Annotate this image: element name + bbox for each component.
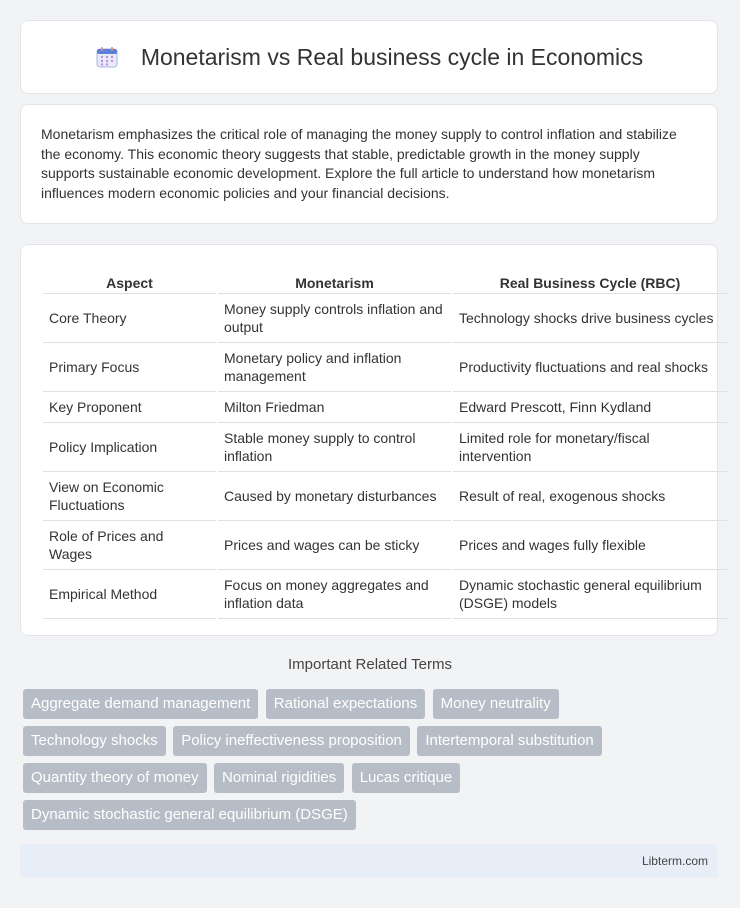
header-monetarism: Monetarism [218, 265, 451, 294]
related-terms-heading: Important Related Terms [288, 656, 452, 673]
table-cell-monetarism: Caused by monetary disturbances [218, 472, 451, 521]
comparison-table-card [20, 244, 718, 636]
related-term-tag[interactable]: Policy ineffectiveness proposition [173, 726, 410, 756]
table-row [43, 570, 727, 619]
comparison-table [41, 265, 729, 619]
table-row [43, 472, 727, 521]
table-row [43, 343, 727, 392]
table-row [43, 392, 727, 423]
related-term-tag[interactable]: Intertemporal substitution [417, 726, 601, 756]
table-cell-rbc: Prices and wages fully flexible [453, 521, 727, 570]
footer-site-link[interactable]: Libterm.com [641, 854, 708, 868]
table-cell-aspect: Empirical Method [43, 570, 216, 619]
table-cell-rbc: Productivity fluctuations and real shocks [453, 343, 727, 392]
calendar-icon [95, 45, 119, 69]
header-card [20, 20, 718, 94]
table-cell-monetarism: Monetary policy and inflation management [218, 343, 451, 392]
related-term-tag[interactable]: Rational expectations [266, 689, 425, 719]
header-rbc: Real Business Cycle (RBC) [453, 265, 727, 294]
table-cell-monetarism: Focus on money aggregates and inflation data [218, 570, 451, 619]
table-row [43, 294, 727, 343]
related-term-tag[interactable]: Lucas critique [352, 763, 461, 793]
related-term-tag[interactable]: Technology shocks [23, 726, 166, 756]
table-cell-rbc: Dynamic stochastic general equilibrium (DSGE) models [453, 570, 727, 619]
related-terms-list [23, 689, 703, 837]
related-term-tag[interactable]: Quantity theory of money [23, 763, 207, 793]
intro-card [20, 104, 718, 224]
table-cell-rbc: Result of real, exogenous shocks [453, 472, 727, 521]
related-term-tag[interactable]: Nominal rigidities [214, 763, 344, 793]
table-cell-rbc: Limited role for monetary/fiscal intervention [453, 423, 727, 472]
table-header-row [43, 265, 727, 294]
intro-paragraph: Monetarism emphasizes the critical role of managing the money supply to control inflation and stabilize the economy. This economic theory suggests that stable, predictable growth in the money supply supports sustainable economic development. Explore the full article to understand how monetarism influences modern economic policies and your financial decisions. [41, 126, 677, 201]
table-cell-rbc: Edward Prescott, Finn Kydland [453, 392, 727, 423]
table-cell-monetarism: Money supply controls inflation and output [218, 294, 451, 343]
table-cell-aspect: Core Theory [43, 294, 216, 343]
footer-bar [20, 844, 718, 878]
table-cell-monetarism: Milton Friedman [218, 392, 451, 423]
table-cell-aspect: Key Proponent [43, 392, 216, 423]
related-term-tag[interactable]: Dynamic stochastic general equilibrium (DSGE) [23, 800, 356, 830]
table-cell-aspect: View on Economic Fluctuations [43, 472, 216, 521]
table-cell-aspect: Primary Focus [43, 343, 216, 392]
related-term-tag[interactable]: Aggregate demand management [23, 689, 258, 719]
table-cell-aspect: Policy Implication [43, 423, 216, 472]
header-aspect: Aspect [43, 265, 216, 294]
table-cell-aspect: Role of Prices and Wages [43, 521, 216, 570]
table-row [43, 521, 727, 570]
related-term-tag[interactable]: Money neutrality [433, 689, 559, 719]
table-cell-monetarism: Prices and wages can be sticky [218, 521, 451, 570]
table-cell-rbc: Technology shocks drive business cycles [453, 294, 727, 343]
table-cell-monetarism: Stable money supply to control inflation [218, 423, 451, 472]
table-row [43, 423, 727, 472]
page-title: Monetarism vs Real business cycle in Economics [140, 43, 644, 70]
